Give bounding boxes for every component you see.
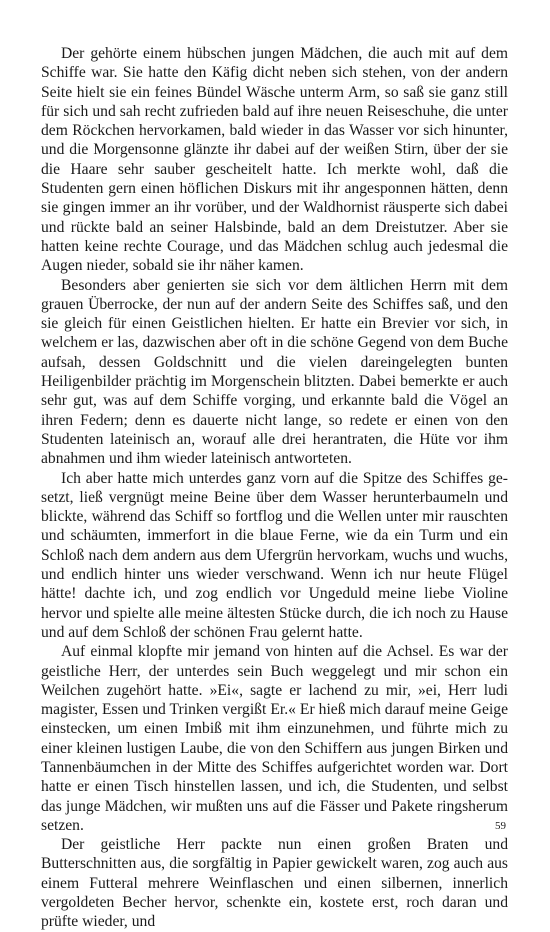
paragraph-1: Der gehörte einem hübschen jungen Mädchen, die auch mit auf dem Schiffe war. Sie hatte den Käfig dicht neben sich stehen, von der andern Seite hielt sie ein feines Bündel Wäsche unterm Arm, so saß sie ganz still für sich und sah recht zufrieden bald auf ihre neuen Reiseschuhe, die unter dem Röckchen hervorkamen, bald wieder in das Wasser vor sich hinunter, und die Morgensonne glänzte ihr dabei auf der weißen Stirn, über der sie die Haare sehr sauber gescheitelt hatte. Ich merkte wohl, daß die Studenten gern einen höflichen Diskurs mit ihr angesponnen hätten, denn sie gingen immer an ihr vorüber, und der Waldhornist räusperte sich dabei und rückte bald an seiner Halsbinde, bald an dem Dreistutzer. Aber sie hatten keine rechte Courage, und das Mädchen schlug auch jedesmal die Augen nieder, sobald sie ihr näher kamen. [41, 45, 508, 275]
paragraph-2: Besonders aber genierten sie sich vor dem ältlichen Herrn mit dem grauen Überrocke, der nun auf der andern Seite des Schiffes saß, und den sie gleich für einen Geistlichen hielten. Er hatte ein Brevier vor sich, in welchem er las, dazwischen aber oft in die schöne Gegend von dem Buche aufsah, dessen Goldschnitt und die vielen dareingelegten bunten Heiligenbilder prächtig im Morgenschein blitzten. Dabei bemerkte er auch sehr gut, was auf dem Schiffe vorging, und erkannte bald die Vögel an ihren Federn; denn es dauerte nicht lange, so redete er einen von den Studenten lateinisch an, worauf alle drei herantraten, die Hüte vor ihm abnahmen und ihm wieder lateinisch antworteten. [41, 276, 508, 468]
paragraph-4: Auf einmal klopfte mir jemand von hinten auf die Achsel. Es war der geistliche Herr, der unterdes sein Buch weggelegt und mir schon ein Weilchen zugehört hatte. »Ei«, sagte er lachend zu mir, »ei, Herr ludi magister, Essen und Trinken vergißt Er.« Er hieß mich darauf meine Geige einstecken, um einen Imbiß mit ihm einzunehmen, und führte mich zu einer kleinen lustigen Laube, die von den Schiffern aus jungen Birken und Tannenbäumchen in der Mitte des Schiffes aufgerichtet worden war. Dort hatte er einen Tisch hinstellen lassen, und ich, die Studenten, und selbst das junge Mädchen, wir mußten uns auf die Fässer und Pakete ringsherum setzen. [41, 643, 508, 834]
body-text [41, 44, 508, 932]
paragraph-5: Der geistliche Herr packte nun einen großen Braten und Butterschnitten aus, die sorgfältig in Papier gewickelt waren, zog auch aus einem Futteral mehrere Weinflaschen und einen silbernen, innerlich vergoldeten Becher hervor, schenkte ein, kostete erst, roch daran und prüfte wieder, und [41, 836, 508, 931]
paragraph-3: Ich aber hatte mich unterdes ganz vorn auf die Spitze des Schiffes gesetzt, ließ vergnügt meine Beine über dem Wasser herunterbaumeln und blickte, während das Schiff so fortflog und die Wellen unter mir rauschten und schäumten, immerfort in die blaue Ferne, wie da ein Turm und ein Schloß nach dem andern aus dem Ufergrün hervorkam, wuchs und wuchs, und endlich hinter uns wieder verschwand. Wenn ich nur heute Flügel hätte! dachte ich, und zog endlich vor Ungeduld meine liebe Violine hervor und spielte alle meine ältesten Stücke durch, die ich noch zu Hause und auf dem Schloß der schönen Frau gelernt hatte. [41, 469, 508, 641]
page-number: 59 [495, 820, 506, 832]
